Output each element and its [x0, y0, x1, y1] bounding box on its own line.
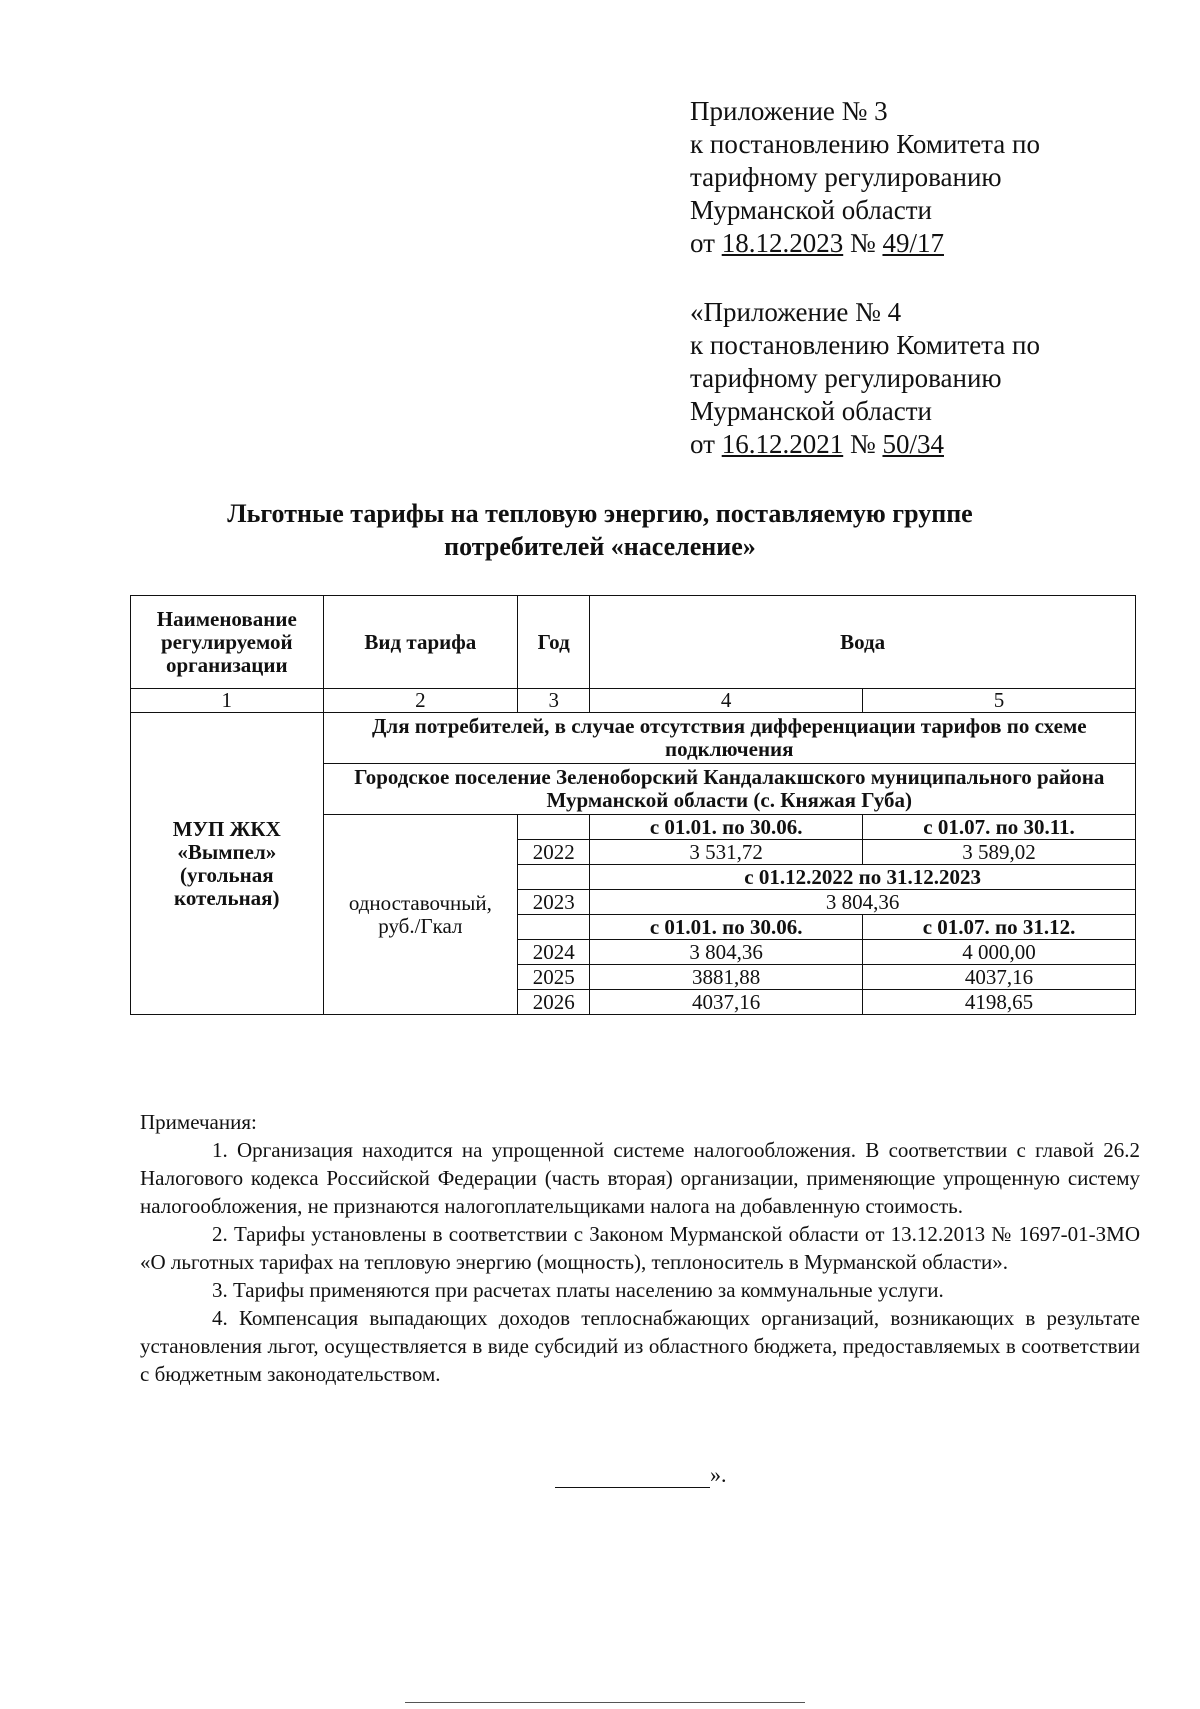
date-prefix: от: [690, 228, 715, 258]
year-cell: [518, 815, 590, 840]
settlement-row: Городское поселение Зеленоборский Кандалакшского муниципального района Мурманской области (с. Княжая Губа): [323, 764, 1135, 815]
decree-date: 16.12.2021: [721, 429, 844, 459]
period-cell: с 01.12.2022 по 31.12.2023: [590, 865, 1136, 890]
footer-divider: [405, 1702, 805, 1703]
value-cell: 4037,16: [863, 965, 1136, 990]
note-item: 4. Компенсация выпадающих доходов теплоснабжающих организаций, возникающих в результате установления льгот, осуществляется в виде субсидий из областного бюджета, предоставляемых в соответствии с бюджетным законодательством.: [140, 1306, 1140, 1386]
column-number-row: [131, 689, 1136, 713]
value-cell: 4198,65: [863, 990, 1136, 1015]
tariff-table: [130, 595, 1136, 1015]
year-cell: [518, 865, 590, 890]
header-year: Год: [518, 596, 590, 689]
signature-blank: [555, 1467, 710, 1488]
number-sign: №: [849, 429, 876, 459]
decree-number: 50/34: [882, 429, 944, 459]
appendix-title: Приложение № 3: [690, 96, 888, 126]
value-cell: 3881,88: [590, 965, 863, 990]
value-cell: 4037,16: [590, 990, 863, 1015]
note-item: 2. Тарифы установлены в соответствии с Законом Мурманской области от 13.12.2013 № 1697-01-ЗМО «О льготных тарифах на тепловую энергию (мощность), теплоноситель в Мурманской области».: [140, 1222, 1140, 1274]
appendix-header-original: [690, 296, 1040, 461]
appendix-date-line: [690, 428, 1040, 461]
appendix-line: к постановлению Комитета по: [690, 330, 1040, 360]
value-cell: 3 531,72: [590, 840, 863, 865]
year-cell: 2026: [518, 990, 590, 1015]
period-cell: с 01.07. по 30.11.: [863, 815, 1136, 840]
appendix-date-line: [690, 227, 1040, 260]
value-cell: 3 804,36: [590, 940, 863, 965]
title-line: Льготные тарифы на тепловую энергию, поставляемую группе: [227, 499, 973, 528]
year-cell: 2023: [518, 890, 590, 915]
year-cell: 2025: [518, 965, 590, 990]
date-prefix: от: [690, 429, 715, 459]
appendix-line: к постановлению Комитета по: [690, 129, 1040, 159]
number-sign: №: [849, 228, 876, 258]
appendix-line: Мурманской области: [690, 195, 932, 225]
col-number: 2: [323, 689, 518, 713]
year-cell: [518, 915, 590, 940]
appendix-line: тарифному регулированию: [690, 162, 1002, 192]
consumer-group-row: Для потребителей, в случае отсутствия дифференциации тарифов по схеме подключения: [323, 713, 1135, 764]
year-cell: 2022: [518, 840, 590, 865]
note-item: 1. Организация находится на упрощенной системе налогообложения. В соответствии с главой 26.2 Налогового кодекса Российской Федерации (часть вторая) организации, применяющие упрощенную систему налогообложения, не признаются налогоплательщиками налога на добавленную стоимость.: [140, 1138, 1140, 1218]
organization-cell: МУП ЖКХ «Вымпел» (угольная котельная): [131, 713, 324, 1015]
document-title: [130, 497, 1070, 563]
header-water: Вода: [590, 596, 1136, 689]
closing-quote: ».: [710, 1462, 727, 1487]
closing-line: [555, 1462, 727, 1488]
year-cell: 2024: [518, 940, 590, 965]
title-line: потребителей «население»: [444, 532, 756, 561]
value-cell: 4 000,00: [863, 940, 1136, 965]
tariff-type-cell: одноставочный, руб./Гкал: [323, 815, 518, 1015]
col-number: 4: [590, 689, 863, 713]
notes-heading: Примечания:: [140, 1110, 257, 1134]
notes-section: [140, 1108, 1140, 1388]
note-item: 3. Тарифы применяются при расчетах платы населению за коммунальные услуги.: [212, 1278, 944, 1302]
header-tariff-type: Вид тарифа: [323, 596, 518, 689]
appendix-line: тарифному регулированию: [690, 363, 1002, 393]
col-number: 5: [863, 689, 1136, 713]
decree-date: 18.12.2023: [721, 228, 844, 258]
appendix-header-current: [690, 95, 1040, 260]
header-org: Наименование регулируемой организации: [131, 596, 324, 689]
table-header-row: [131, 596, 1136, 689]
decree-number: 49/17: [882, 228, 944, 258]
period-cell: с 01.07. по 31.12.: [863, 915, 1136, 940]
value-cell: 3 589,02: [863, 840, 1136, 865]
appendix-line: Мурманской области: [690, 396, 932, 426]
period-cell: с 01.01. по 30.06.: [590, 815, 863, 840]
period-cell: с 01.01. по 30.06.: [590, 915, 863, 940]
col-number: 1: [131, 689, 324, 713]
col-number: 3: [518, 689, 590, 713]
value-cell: 3 804,36: [590, 890, 1136, 915]
table-row: [131, 713, 1136, 764]
appendix-title: «Приложение № 4: [690, 297, 902, 327]
